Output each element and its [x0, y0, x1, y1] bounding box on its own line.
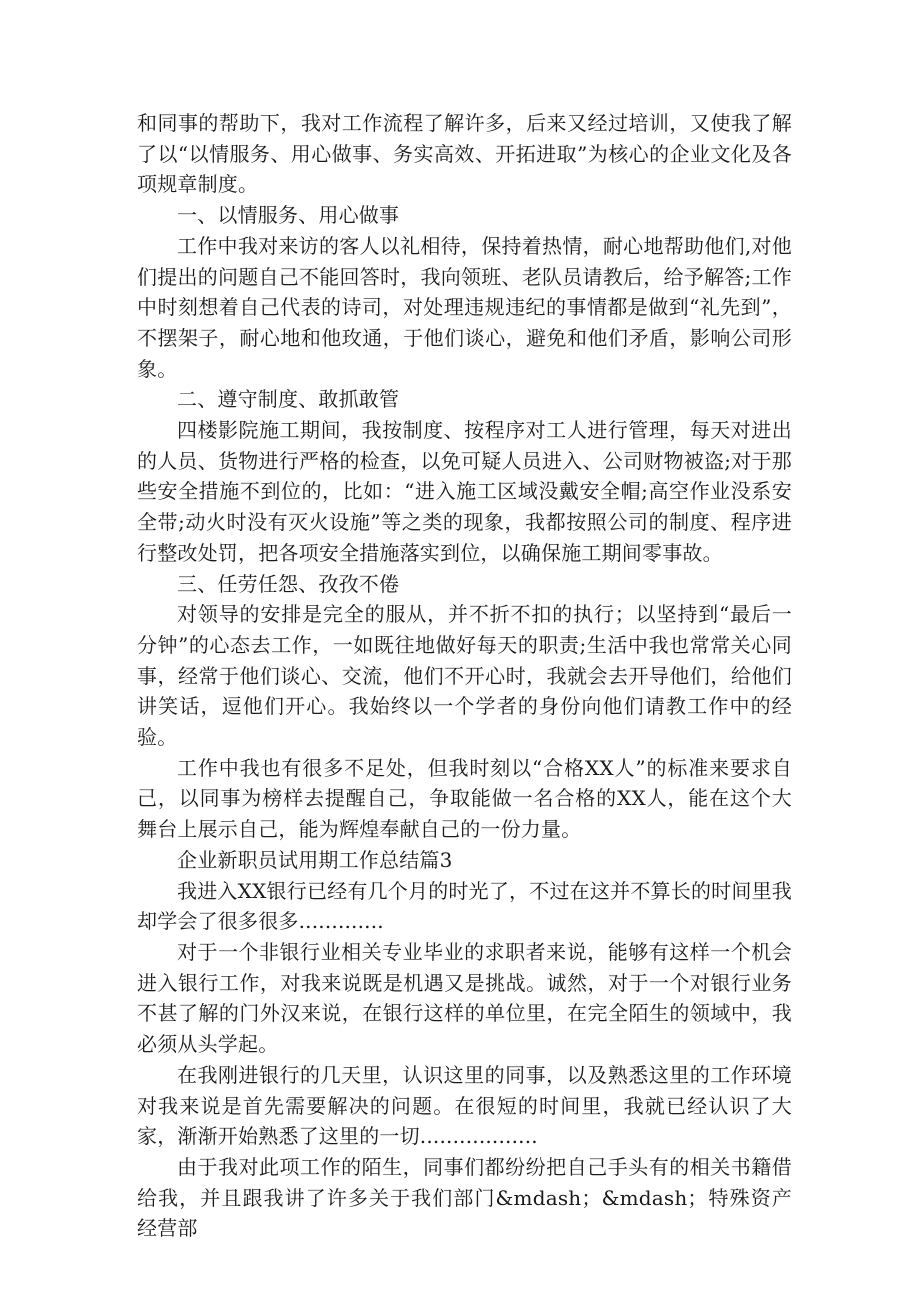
paragraph-intro: 和同事的帮助下，我对工作流程了解许多，后来又经过培训，又使我了解了以“以情服务、用心做事、务实高效、开拓进取”为核心的企业文化及各项规章制度。 — [137, 111, 792, 197]
paragraph-diligence: 对领导的安排是完全的服从，并不折不扣的执行；以坚持到“最后一分钟”的心态去工作，一如既往地做好每天的职责;生活中我也常常关心同事，经常于他们谈心、交流，他们不开心时，我就会去开导他们，给他们讲笑话，逗他们开心。我始终以一个学者的身份向他们请教工作中的经验。 — [137, 602, 792, 750]
document-body — [137, 108, 792, 1244]
section-heading-1: 一、以情服务、用心做事 — [177, 203, 400, 228]
paragraph-shortcomings: 工作中我也有很多不足处，但我时刻以“合格XX人”的标准来要求自己，以同事为榜样去提醒自己，争取能做一名合格的XX人，能在这个大舞台上展示自己，能为辉煌奉献自己的一份力量。 — [137, 755, 792, 842]
section-heading-2: 二、遵守制度、敢抓敢管 — [177, 387, 400, 412]
section-heading-3: 三、任劳任怨、孜孜不倦 — [177, 571, 400, 596]
paragraph-service: 工作中我对来访的客人以礼相待，保持着热情，耐心地帮助他们,对他们提出的问题自己不能回答时，我向领班、老队员请教后，给予解答;工作中时刻想着自己代表的诗司，对处理违规违纪的事情都是做到“礼先到”，不摆架子，耐心地和他玫通，于他们谈心，避免和他们矛盾，影响公司形象。 — [137, 233, 792, 381]
paragraph-colleagues: 由于我对此项工作的陌生，同事们都纷纷把自己手头有的相关书籍借给我，并且跟我讲了许多关于我们部门&mdash；&mdash；特殊资产经营部 — [137, 1154, 792, 1241]
paragraph-first-days: 在我刚进银行的几天里，认识这里的同事，以及熟悉这里的工作环境对我来说是首先需要解决的问题。在很短的时间里，我就已经认识了大家，渐渐开始熟悉了这里的一切.................. — [137, 1062, 792, 1149]
paragraph-opportunity: 对于一个非银行业相关专业毕业的求职者来说，能够有这样一个机会进入银行工作，对我来说既是机遇又是挑战。诚然，对于一个对银行业务不甚了解的门外汉来说，在银行这样的单位里，在完全陌生的领域中，我必须从头学起。 — [137, 939, 792, 1057]
article-title-3: 企业新职员试用期工作总结篇3 — [177, 847, 453, 872]
paragraph-bank-intro: 我进入XX银行已经有几个月的时光了，不过在这并不算长的时间里我却学会了很多很多............. — [137, 878, 792, 934]
paragraph-rules: 四楼影院施工期间，我按制度、按程序对工人进行管理，每天对进出的人员、货物进行严格的检查，以免可疑人员进入、公司财物被盗;对于那些安全措施不到位的，比如：“进入施工区域没戴安全帽;高空作业没系安全带;动火时没有灭火设施”等之类的现象，我都按照公司的制度、程序进行整改处罚，把各项安全措施落实到位，以确保施工期间零事故。 — [137, 418, 792, 565]
